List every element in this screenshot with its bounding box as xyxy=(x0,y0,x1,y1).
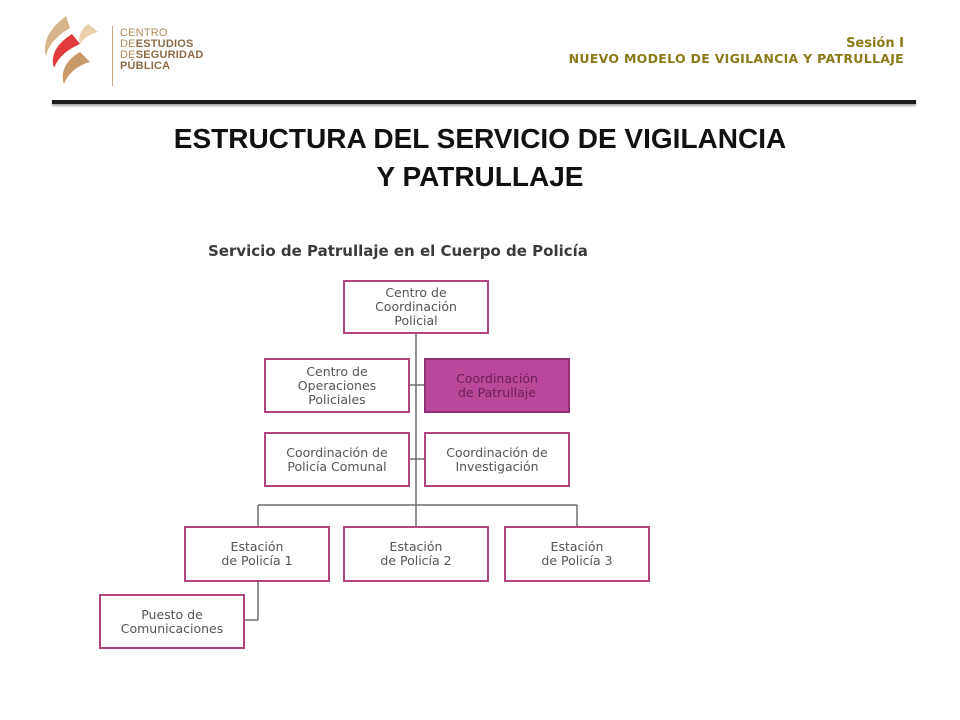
node-estacion-policia-3: Estación de Policía 3 xyxy=(504,526,650,582)
node-centro-operaciones-policiales: Centro de Operaciones Policiales xyxy=(264,358,410,413)
logo-line-3: DESEGURIDAD xyxy=(120,49,204,61)
node-estacion-policia-1: Estación de Policía 1 xyxy=(184,526,330,582)
diagram-heading: Servicio de Patrullaje en el Cuerpo de Policía xyxy=(208,242,588,260)
node-coordinacion-patrullaje: Coordinación de Patrullaje xyxy=(424,358,570,413)
node-puesto-comunicaciones: Puesto de Comunicaciones xyxy=(99,594,245,649)
logo-line-4: PÚBLICA xyxy=(120,60,171,72)
session-subtitle: NUEVO MODELO DE VIGILANCIA Y PATRULLAJE xyxy=(568,51,904,66)
node-estacion-policia-2: Estación de Policía 2 xyxy=(343,526,489,582)
page-title-line-2: Y PATRULLAJE xyxy=(376,161,584,192)
logo-line-2: DEESTUDIOS xyxy=(120,38,194,50)
node-coordinacion-investigacion: Coordinación de Investigación xyxy=(424,432,570,487)
node-centro-coordinacion-policial: Centro de Coordinación Policial xyxy=(343,280,489,334)
logo-line-1: CENTRO xyxy=(120,27,168,39)
session-label: Sesión I xyxy=(846,36,904,51)
page-title-line-1: ESTRUCTURA DEL SERVICIO DE VIGILANCIA xyxy=(173,123,787,154)
node-coordinacion-policia-comunal: Coordinación de Policía Comunal xyxy=(264,432,410,487)
